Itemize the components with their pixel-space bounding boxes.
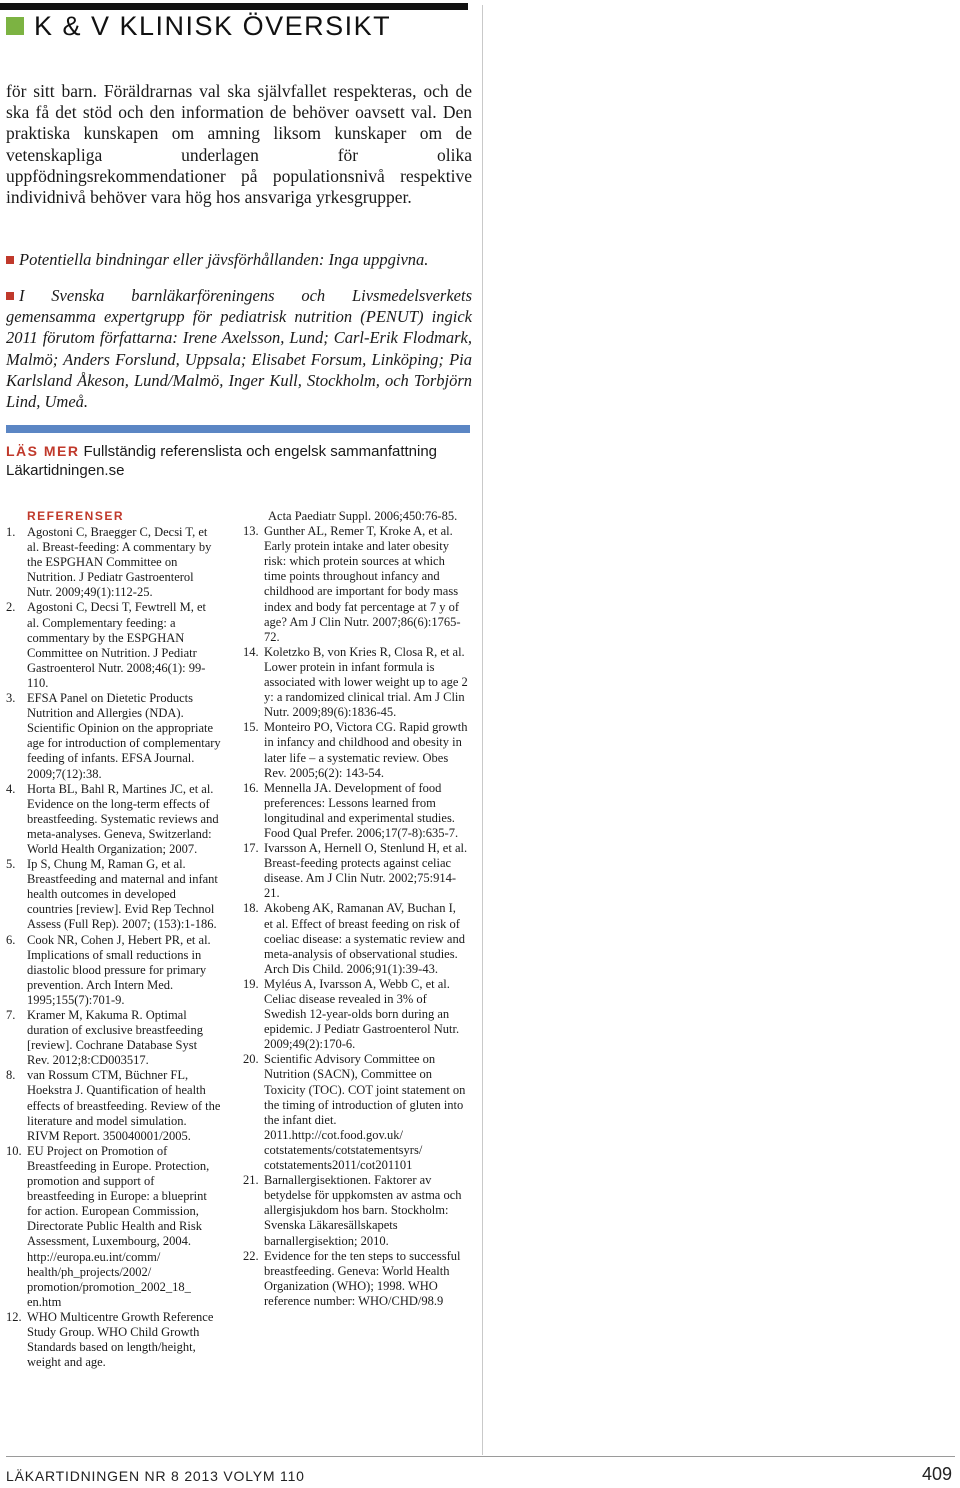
reference-item bbox=[6, 1068, 221, 1143]
reference-text: Agostoni C, Braegger C, Decsi T, et al. Breast-feeding: A commentary by the ESPGHAN Committee on Nutrition. J Pediatr Gastroenterol Nutr. 2009;49(1):112-25. bbox=[27, 525, 212, 600]
reference-item bbox=[6, 525, 221, 600]
reference-item bbox=[243, 1052, 468, 1173]
reference-number: 14. bbox=[243, 644, 259, 659]
reference-text: Barnallergisektionen. Faktorer av betydelse för uppkomsten av astma och allergisjukdom hos barn. Stockholm: Svenska Läkaresällskapets barnallergisektion; 2010. bbox=[264, 1173, 462, 1248]
reference-item bbox=[243, 781, 468, 841]
reference-item bbox=[6, 691, 221, 782]
reference-number: 8. bbox=[6, 1068, 16, 1083]
references-column-right bbox=[243, 509, 468, 1309]
reference-item bbox=[243, 720, 468, 780]
red-square-bullet-icon bbox=[6, 292, 14, 300]
reference-item bbox=[6, 933, 221, 1008]
reference-number: 5. bbox=[6, 857, 16, 872]
reference-number: 18. bbox=[243, 901, 259, 916]
header-rule bbox=[0, 3, 468, 10]
reference-item bbox=[243, 1173, 468, 1248]
footer-rule bbox=[6, 1456, 955, 1457]
conflict-of-interest-note bbox=[6, 249, 472, 270]
reference-text: Cook NR, Cohen J, Hebert PR, et al. Implications of small reductions in diastolic blood pressure for primary prevention. Arch Intern Med. 1995;155(7):701-9. bbox=[27, 932, 211, 1007]
reference-number: 6. bbox=[6, 932, 16, 947]
read-more-box bbox=[6, 442, 470, 480]
reference-item bbox=[6, 782, 221, 857]
green-square-icon bbox=[6, 17, 24, 35]
expert-group-note bbox=[6, 285, 472, 412]
section-title: K & V KLINISK ÖVERSIKT bbox=[34, 10, 392, 41]
reference-text: Ivarsson A, Hernell O, Stenlund H, et al. Breast-feeding protects against celiac disease. Am J Clin Nutr. 2002;75:914-21. bbox=[264, 841, 468, 901]
reference-item bbox=[6, 1310, 221, 1370]
reference-number: 22. bbox=[243, 1248, 259, 1263]
reference-number: 7. bbox=[6, 1008, 16, 1022]
reference-number: 20. bbox=[243, 1052, 259, 1067]
reference-number: 19. bbox=[243, 976, 259, 991]
references-column-left bbox=[6, 509, 221, 1370]
reference-item bbox=[243, 645, 468, 720]
read-more-link[interactable]: Fullständig referenslista och engelsk sammanfattning Läkartidningen.se bbox=[6, 443, 438, 479]
reference-continuation: Acta Paediatr Suppl. 2006;450:76-85. bbox=[268, 509, 458, 523]
reference-text: Myléus A, Ivarsson A, Webb C, et al. Celiac disease revealed in 3% of Swedish 12-year-olds born during an epidemic. J Pediatr Gastroenterol Nutr. 2009;49(2):170-6. bbox=[264, 976, 460, 1052]
reference-item bbox=[243, 901, 468, 976]
reference-item bbox=[6, 1144, 221, 1310]
reference-item bbox=[243, 524, 468, 645]
reference-number: 13. bbox=[243, 524, 259, 539]
page-number: 409 bbox=[921, 1464, 952, 1484]
reference-text: Mennella JA. Development of food preferences: Lessons learned from longitudinal and experimental studies. Food Qual Prefer. 2006;17(7-8):635-7. bbox=[264, 780, 459, 840]
reference-number: 10. bbox=[6, 1143, 22, 1158]
reference-item bbox=[243, 977, 468, 1052]
reference-number: 21. bbox=[243, 1173, 259, 1188]
reference-text: Horta BL, Bahl R, Martines JC, et al. Evidence on the long-term effects of breastfeeding. Systematic reviews and meta-analyses. Geneva, Switzerland: World Health Organization; 2007. bbox=[27, 781, 219, 856]
reference-list bbox=[6, 525, 221, 1370]
reference-number: 12. bbox=[6, 1309, 22, 1324]
reference-number: 17. bbox=[243, 841, 259, 856]
journal-issue: LÄKARTIDNINGEN NR 8 2013 VOLYM 110 bbox=[6, 1468, 305, 1484]
reference-text: Koletzko B, von Kries R, Closa R, et al. Lower protein in infant formula is associated with lower weight up to age 2 y: a randomized clinical trial. Am J Clin Nutr. 2009;89(6):1836-45. bbox=[264, 644, 468, 720]
reference-item bbox=[6, 600, 221, 691]
reference-text: Kramer M, Kakuma R. Optimal duration of exclusive breastfeeding [review]. Cochrane Database Syst Rev. 2012;8:CD003517. bbox=[27, 1008, 203, 1068]
read-more-label: LÄS MER bbox=[6, 443, 80, 459]
reference-item bbox=[243, 841, 468, 901]
reference-number: 4. bbox=[6, 781, 16, 796]
reference-item bbox=[243, 1249, 468, 1309]
reference-text: WHO Multicentre Growth Reference Study Group. WHO Child Growth Standards based on length/height, weight and age. bbox=[27, 1309, 214, 1370]
reference-text: Agostoni C, Decsi T, Fewtrell M, et al. Complementary feeding: a commentary by the ESPGHAN Committee on Nutrition. J Pediatr Gastroenterol Nutr. 2008;46(1): 99-110. bbox=[27, 600, 207, 690]
body-paragraph: för sitt barn. Föräldrarnas val ska självfallet respekteras, och de ska få det stöd och den information de behöver oavsett val. Den praktiska kunskapen om amning liksom kunskaper om de vetenskapliga underlagen för olika uppfödningsrekommendationer på populationsnivå respektive individnivå behöver vara hög hos ansvariga yrkesgrupper. bbox=[6, 81, 472, 208]
reference-text: Evidence for the ten steps to successful breastfeeding. Geneva: World Health Organization (WHO); 1998. WHO reference number: WHO/CHD/98.9 bbox=[264, 1248, 461, 1308]
reference-text: Akobeng AK, Ramanan AV, Buchan I, et al. Effect of breast feeding on risk of coeliac disease: a systematic review and meta-analysis of observational studies. Arch Dis Child. 2006;91(1):39-43. bbox=[264, 901, 465, 976]
section-header bbox=[6, 11, 391, 41]
references-heading: REFERENSER bbox=[27, 509, 125, 523]
read-more-bar bbox=[6, 425, 470, 433]
reference-text: EU Project on Promotion of Breastfeeding in Europe. Protection, promotion and support of breastfeeding in Europe: a blueprint for action. European Commission, Directorate Public Health and Risk Assessment, Luxembourg, 2004. http://europa.eu.int/comm/ health/ph_projects/2002/ promotion/promotion_2002_18_ en.htm bbox=[27, 1143, 210, 1309]
reference-item bbox=[6, 1008, 221, 1068]
reference-number: 2. bbox=[6, 600, 16, 615]
group-note-text: I Svenska barnläkarföreningens och Livsmedelsverkets gemensamma expertgrupp för pediatrisk nutrition (PENUT) ingick 2011 förutom författarna: Irene Axelsson, Lund; Carl-Erik Flodmark, Malmö; Anders Forslund, Uppsala; Elisabet Forsum, Linköping; Pia Karlsland Åkeson, Lund/Malmö, Inger Kull, Stockholm, och Torbjörn Lind, Umeå. bbox=[6, 286, 472, 412]
reference-number: 1. bbox=[6, 525, 16, 539]
reference-text: EFSA Panel on Dietetic Products Nutrition and Allergies (NDA). Scientific Opinion on the appropriate age for introduction of complementary feeding of infants. EFSA Journal. 2009;7(12):38. bbox=[27, 691, 221, 781]
reference-item bbox=[6, 857, 221, 932]
reference-text: Gunther AL, Remer T, Kroke A, et al. Early protein intake and later obesity risk: which protein sources at which time points throughout infancy and childhood are important for body mass index and body fat percentage at 7 y of age? Am J Clin Nutr. 2007;86(6):1765-72. bbox=[264, 524, 461, 644]
reference-number: 3. bbox=[6, 691, 16, 706]
reference-number: 16. bbox=[243, 780, 259, 795]
article-body bbox=[6, 81, 472, 208]
reference-number: 15. bbox=[243, 720, 259, 735]
reference-text: Ip S, Chung M, Raman G, et al. Breastfeeding and maternal and infant health outcomes in developed countries [review]. Evid Rep Technol Assess (Full Rep). 2007; (153):1-186. bbox=[27, 857, 218, 932]
reference-text: van Rossum CTM, Büchner FL, Hoekstra J. Quantification of health effects of breastfeeding. Review of the literature and model simulation. RIVM Report. 350040001/2005. bbox=[27, 1068, 221, 1143]
reference-text: Scientific Advisory Committee on Nutrition (SACN), Committee on Toxicity (TOC). COT joint statement on the timing of introduction of gluten into the infant diet. 2011.http://cot.food.gov.uk/ cotstatements/cotstatementsyrs/ cotstatements2011/cot201101 bbox=[264, 1052, 466, 1173]
conflict-note-text: Potentiella bindningar eller jävsförhållanden: Inga uppgivna. bbox=[19, 250, 429, 269]
column-divider bbox=[482, 5, 483, 1455]
reference-list bbox=[243, 524, 468, 1309]
red-square-bullet-icon bbox=[6, 256, 14, 264]
reference-text: Monteiro PO, Victora CG. Rapid growth in infancy and childhood and obesity in later life – a systematic review. Obes Rev. 2005;6(2): 143-54. bbox=[264, 720, 468, 780]
